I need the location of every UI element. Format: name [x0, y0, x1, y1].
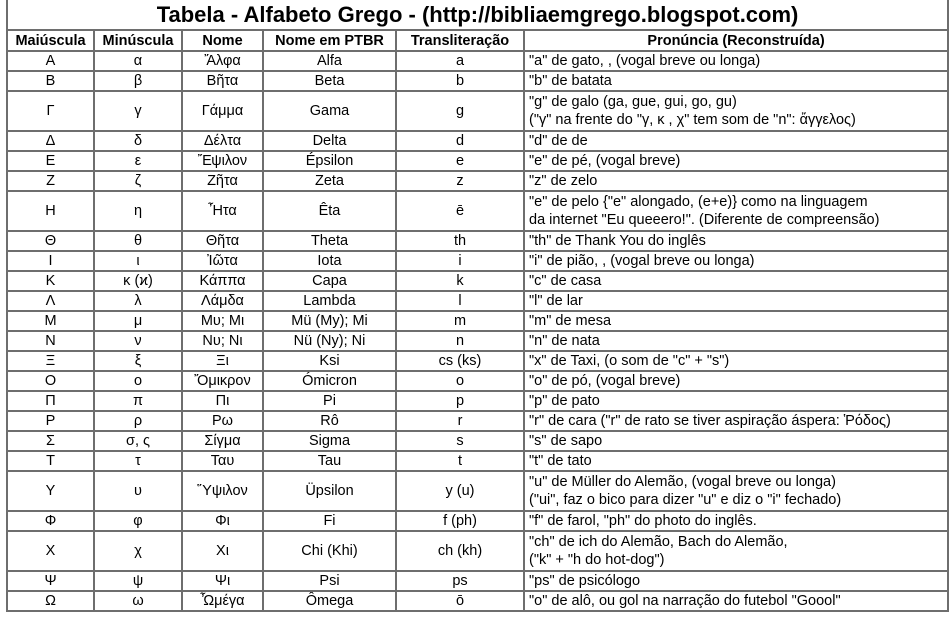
table-row — [7, 471, 948, 511]
lowercase-cell: ο — [94, 371, 182, 391]
pronunciation-line: "m" de mesa — [529, 313, 612, 329]
uppercase-cell: Φ — [7, 511, 94, 531]
uppercase-cell: Τ — [7, 451, 94, 471]
greek-name-cell: Ὦμέγα — [182, 591, 263, 611]
lowercase-cell: η — [94, 191, 182, 231]
uppercase-cell: Β — [7, 71, 94, 91]
table-row — [7, 331, 948, 351]
pronunciation-line: "o" de pó, (vogal breve) — [529, 373, 681, 389]
pronunciation-line: "s" de sapo — [529, 433, 603, 449]
pronunciation-line: "ps" de psicólogo — [529, 573, 641, 589]
uppercase-cell: Μ — [7, 311, 94, 331]
uppercase-cell: Χ — [7, 531, 94, 571]
ptbr-name-cell: Iota — [263, 251, 396, 271]
pronunciation-line: "e" de pé, (vogal breve) — [529, 153, 681, 169]
pronunciation-line: "n" de nata — [529, 333, 600, 349]
ptbr-name-cell: Fi — [263, 511, 396, 531]
table-row — [7, 431, 948, 451]
transliteration-cell: i — [396, 251, 524, 271]
ptbr-name-cell: Chi (Khi) — [263, 531, 396, 571]
greek-name-cell: Κάππα — [182, 271, 263, 291]
table-row — [7, 311, 948, 331]
pronunciation-line: "e" de pelo {"e" alongado, (e+e)} como na linguagem — [529, 194, 868, 210]
lowercase-cell: π — [94, 391, 182, 411]
table-row — [7, 411, 948, 431]
ptbr-name-cell: Ômega — [263, 591, 396, 611]
greek-name-cell: Σίγμα — [182, 431, 263, 451]
ptbr-name-cell: Gama — [263, 91, 396, 131]
table-row — [7, 511, 948, 531]
transliteration-cell: ch (kh) — [396, 531, 524, 571]
table-row — [7, 351, 948, 371]
table-row — [7, 71, 948, 91]
table-row — [7, 591, 948, 611]
greek-name-cell: Ζῆτα — [182, 171, 263, 191]
ptbr-name-cell: Theta — [263, 231, 396, 251]
ptbr-name-cell: Capa — [263, 271, 396, 291]
lowercase-cell: ξ — [94, 351, 182, 371]
pronunciation-cell — [524, 351, 948, 371]
greek-name-cell: Ὕψιλον — [182, 471, 263, 511]
lowercase-cell: β — [94, 71, 182, 91]
table-row — [7, 291, 948, 311]
pronunciation-line: "b" de batata — [529, 73, 612, 89]
table-row — [7, 91, 948, 131]
ptbr-name-cell: Ómicron — [263, 371, 396, 391]
column-header-lowercase: Minúscula — [94, 30, 182, 51]
uppercase-cell: Η — [7, 191, 94, 231]
table-row — [7, 51, 948, 71]
greek-name-cell: Φι — [182, 511, 263, 531]
uppercase-cell: Ε — [7, 151, 94, 171]
uppercase-cell: Ω — [7, 591, 94, 611]
greek-name-cell: Ἄλφα — [182, 51, 263, 71]
ptbr-name-cell: Êta — [263, 191, 396, 231]
pronunciation-line: "c" de casa — [529, 273, 602, 289]
table-row — [7, 531, 948, 571]
pronunciation-cell — [524, 131, 948, 151]
lowercase-cell: ω — [94, 591, 182, 611]
greek-name-cell: Δέλτα — [182, 131, 263, 151]
pronunciation-line: da internet "Eu queeero!". (Diferente de compreensão) — [529, 212, 880, 228]
uppercase-cell: Ζ — [7, 171, 94, 191]
uppercase-cell: Ψ — [7, 571, 94, 591]
pronunciation-cell — [524, 531, 948, 571]
lowercase-cell: κ (ϰ) — [94, 271, 182, 291]
lowercase-cell: φ — [94, 511, 182, 531]
pronunciation-line: ("γ" na frente do "γ, κ , χ" tem som de "n": ἄγγελος) — [529, 112, 856, 128]
lowercase-cell: ν — [94, 331, 182, 351]
pronunciation-cell — [524, 51, 948, 71]
column-header-name: Nome — [182, 30, 263, 51]
transliteration-cell: p — [396, 391, 524, 411]
table-row — [7, 451, 948, 471]
column-header-uppercase: Maiúscula — [7, 30, 94, 51]
transliteration-cell: t — [396, 451, 524, 471]
pronunciation-line: "z" de zelo — [529, 173, 598, 189]
greek-name-cell: Ψι — [182, 571, 263, 591]
uppercase-cell: Ο — [7, 371, 94, 391]
lowercase-cell: ρ — [94, 411, 182, 431]
pronunciation-line: "d" de de — [529, 133, 588, 149]
transliteration-cell: l — [396, 291, 524, 311]
pronunciation-line: ("ui", faz o bico para dizer "u" e diz o "i" fechado) — [529, 492, 842, 508]
transliteration-cell: m — [396, 311, 524, 331]
pronunciation-cell — [524, 171, 948, 191]
greek-name-cell: Θῆτα — [182, 231, 263, 251]
greek-name-cell: Μυ; Μι — [182, 311, 263, 331]
transliteration-cell: f (ph) — [396, 511, 524, 531]
pronunciation-line: "a" de gato, , (vogal breve ou longa) — [529, 53, 761, 69]
lowercase-cell: ι — [94, 251, 182, 271]
greek-name-cell: Νυ; Νι — [182, 331, 263, 351]
pronunciation-cell — [524, 511, 948, 531]
pronunciation-cell — [524, 271, 948, 291]
pronunciation-cell — [524, 471, 948, 511]
transliteration-cell: y (u) — [396, 471, 524, 511]
uppercase-cell: Ξ — [7, 351, 94, 371]
column-header-transliteration: Transliteração — [396, 30, 524, 51]
greek-name-cell: Ἦτα — [182, 191, 263, 231]
ptbr-name-cell: Beta — [263, 71, 396, 91]
lowercase-cell: α — [94, 51, 182, 71]
greek-name-cell: Ταυ — [182, 451, 263, 471]
transliteration-cell: th — [396, 231, 524, 251]
greek-name-cell: Χι — [182, 531, 263, 571]
uppercase-cell: Υ — [7, 471, 94, 511]
pronunciation-cell — [524, 291, 948, 311]
uppercase-cell: Ν — [7, 331, 94, 351]
pronunciation-line: "p" de pato — [529, 393, 600, 409]
ptbr-name-cell: Üpsilon — [263, 471, 396, 511]
page-title: Tabela - Alfabeto Grego - (http://bibliaemgrego.blogspot.com) — [7, 0, 948, 30]
greek-name-cell: Ὄμικρον — [182, 371, 263, 391]
transliteration-cell: n — [396, 331, 524, 351]
table-row — [7, 151, 948, 171]
table-row — [7, 231, 948, 251]
pronunciation-cell — [524, 431, 948, 451]
pronunciation-cell — [524, 91, 948, 131]
pronunciation-cell — [524, 411, 948, 431]
greek-name-cell: Ἔψιλον — [182, 151, 263, 171]
table-row — [7, 271, 948, 291]
lowercase-cell: γ — [94, 91, 182, 131]
table-row — [7, 571, 948, 591]
pronunciation-cell — [524, 571, 948, 591]
transliteration-cell: ps — [396, 571, 524, 591]
pronunciation-line: "th" de Thank You do inglês — [529, 233, 706, 249]
greek-name-cell: Βῆτα — [182, 71, 263, 91]
lowercase-cell: ψ — [94, 571, 182, 591]
pronunciation-line: "i" de pião, , (vogal breve ou longa) — [529, 253, 755, 269]
uppercase-cell: Ι — [7, 251, 94, 271]
ptbr-name-cell: Psi — [263, 571, 396, 591]
transliteration-cell: d — [396, 131, 524, 151]
pronunciation-line: "u" de Müller do Alemão, (vogal breve ou longa) — [529, 474, 836, 490]
table-row — [7, 191, 948, 231]
lowercase-cell: λ — [94, 291, 182, 311]
ptbr-name-cell: Sigma — [263, 431, 396, 451]
table-body — [7, 51, 948, 611]
uppercase-cell: Θ — [7, 231, 94, 251]
uppercase-cell: Δ — [7, 131, 94, 151]
transliteration-cell: s — [396, 431, 524, 451]
uppercase-cell: Κ — [7, 271, 94, 291]
pronunciation-line: "g" de galo (ga, gue, gui, go, gu) — [529, 94, 737, 110]
table-row — [7, 131, 948, 151]
ptbr-name-cell: Delta — [263, 131, 396, 151]
lowercase-cell: σ, ς — [94, 431, 182, 451]
transliteration-cell: cs (ks) — [396, 351, 524, 371]
table-row — [7, 171, 948, 191]
uppercase-cell: Α — [7, 51, 94, 71]
transliteration-cell: e — [396, 151, 524, 171]
transliteration-cell: g — [396, 91, 524, 131]
lowercase-cell: ε — [94, 151, 182, 171]
pronunciation-cell — [524, 151, 948, 171]
transliteration-cell: a — [396, 51, 524, 71]
ptbr-name-cell: Zeta — [263, 171, 396, 191]
ptbr-name-cell: Épsilon — [263, 151, 396, 171]
pronunciation-line: "r" de cara ("r" de rato se tiver aspiração áspera: Ῥόδος) — [529, 413, 891, 429]
lowercase-cell: δ — [94, 131, 182, 151]
pronunciation-line: "x" de Taxi, (o som de "c" + "s") — [529, 353, 730, 369]
transliteration-cell: ē — [396, 191, 524, 231]
table-row — [7, 391, 948, 411]
pronunciation-cell — [524, 331, 948, 351]
pronunciation-line: "f" de farol, "ph" do photo do inglês. — [529, 513, 757, 529]
greek-name-cell: Ἰῶτα — [182, 251, 263, 271]
greek-name-cell: Ξι — [182, 351, 263, 371]
pronunciation-cell — [524, 311, 948, 331]
transliteration-cell: b — [396, 71, 524, 91]
ptbr-name-cell: Alfa — [263, 51, 396, 71]
pronunciation-cell — [524, 391, 948, 411]
transliteration-cell: k — [396, 271, 524, 291]
greek-alphabet-table — [6, 0, 949, 612]
ptbr-name-cell: Ksi — [263, 351, 396, 371]
column-header-name-ptbr: Nome em PTBR — [263, 30, 396, 51]
lowercase-cell: χ — [94, 531, 182, 571]
greek-name-cell: Πι — [182, 391, 263, 411]
ptbr-name-cell: Lambda — [263, 291, 396, 311]
greek-name-cell: Γάμμα — [182, 91, 263, 131]
transliteration-cell: ō — [396, 591, 524, 611]
greek-name-cell: Ρω — [182, 411, 263, 431]
transliteration-cell: o — [396, 371, 524, 391]
ptbr-name-cell: Mü (My); Mi — [263, 311, 396, 331]
greek-name-cell: Λάμδα — [182, 291, 263, 311]
greek-alphabet-page — [6, 0, 947, 612]
pronunciation-cell — [524, 591, 948, 611]
pronunciation-line: "ch" de ich do Alemão, Bach do Alemão, — [529, 534, 788, 550]
pronunciation-cell — [524, 191, 948, 231]
header-row — [7, 30, 948, 51]
pronunciation-cell — [524, 71, 948, 91]
uppercase-cell: Γ — [7, 91, 94, 131]
ptbr-name-cell: Tau — [263, 451, 396, 471]
uppercase-cell: Λ — [7, 291, 94, 311]
uppercase-cell: Σ — [7, 431, 94, 451]
transliteration-cell: z — [396, 171, 524, 191]
transliteration-cell: r — [396, 411, 524, 431]
table-row — [7, 371, 948, 391]
ptbr-name-cell: Rô — [263, 411, 396, 431]
lowercase-cell: υ — [94, 471, 182, 511]
pronunciation-line: "t" de tato — [529, 453, 592, 469]
pronunciation-line: "o" de alô, ou gol na narração do futebol "Goool" — [529, 593, 841, 609]
pronunciation-line: ("k" + "h do hot-dog") — [529, 552, 665, 568]
pronunciation-cell — [524, 371, 948, 391]
ptbr-name-cell: Pi — [263, 391, 396, 411]
uppercase-cell: Π — [7, 391, 94, 411]
column-header-pronunciation: Pronúncia (Reconstruída) — [524, 30, 948, 51]
table-row — [7, 251, 948, 271]
ptbr-name-cell: Nü (Ny); Ni — [263, 331, 396, 351]
pronunciation-cell — [524, 231, 948, 251]
pronunciation-line: "l" de lar — [529, 293, 583, 309]
pronunciation-cell — [524, 251, 948, 271]
lowercase-cell: τ — [94, 451, 182, 471]
lowercase-cell: μ — [94, 311, 182, 331]
lowercase-cell: ζ — [94, 171, 182, 191]
uppercase-cell: Ρ — [7, 411, 94, 431]
pronunciation-cell — [524, 451, 948, 471]
lowercase-cell: θ — [94, 231, 182, 251]
